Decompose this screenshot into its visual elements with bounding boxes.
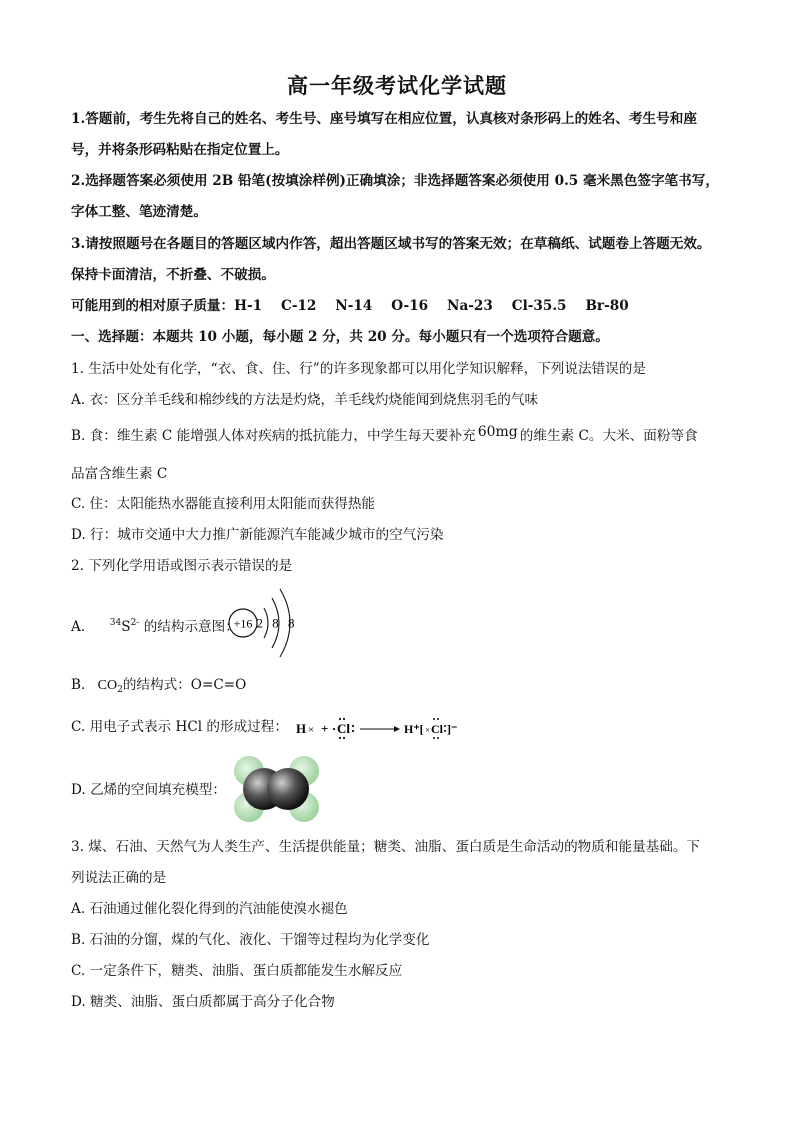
q3-option-b: B. 石油的分馏，煤的气化、液化、干馏等过程均为化学变化 xyxy=(71,932,430,948)
h-electron: × xyxy=(308,724,315,736)
plus-sign: + xyxy=(321,721,329,736)
section-heading: 一、选择题：本题共 10 小题，每小题 2 分，共 20 分。每小题只有一个选项符合题意。 xyxy=(71,329,609,345)
instruction-3a: 3.请按照题号在各题目的答题区域内作答，超出答题区域书写的答案无效；在草稿纸、试题卷上答题无效。 xyxy=(71,236,711,252)
instruction-2a: 2.选择题答案必须使用 2B 铅笔(按填涂样例)正确填涂；非选择题答案必须使用 0.5 毫米黑色签字笔书写， xyxy=(71,173,719,189)
q2-a-symbol: S xyxy=(121,619,131,635)
q2-option-b xyxy=(71,676,246,699)
instruction-1a: 1.答题前，考生先将自己的姓名、考生号、座号填写在相应位置，认真核对条形码上的姓名、考生号和座 xyxy=(71,111,697,127)
q1-b-pre: B. 食：维生素 C 能增强人体对疾病的抵抗能力，中学生每天要补充 xyxy=(71,428,476,444)
q2-a-label: A. xyxy=(71,619,86,635)
bracket-close: ]⁻ xyxy=(447,722,458,736)
q1-option-b-line2: 品富含维生素 C xyxy=(71,466,168,482)
q2-b-co: CO xyxy=(97,678,118,693)
instruction-1b: 号，并将条形码粘贴在指定位置上。 xyxy=(71,142,289,158)
q1-option-a: A. 衣：区分羊毛线和棉纱线的方法是灼烧，羊毛线灼烧能闻到烧焦羽毛的气味 xyxy=(71,392,539,408)
q3-stem-line1: 3. 煤、石油、天然气为人类生产、生活提供能量；糖类、油脂、蛋白质是生命活动的物质和能量基础。下 xyxy=(71,839,701,855)
reaction-arrow xyxy=(394,726,400,732)
sulfide-structure-diagram xyxy=(226,586,306,660)
page-title: 高一年级考试化学试题 xyxy=(287,73,507,98)
h-ion: H⁺[ xyxy=(404,722,424,736)
q2-c-label: C. xyxy=(71,719,86,735)
q3-option-d: D. 糖类、油脂、蛋白质都属于高分子化合物 xyxy=(71,994,335,1010)
q2-b-text: 的结构式：O=C=O xyxy=(122,677,247,693)
q1-option-d: D. 行：城市交通中大力推广新能源汽车能减少城市的空气污染 xyxy=(71,527,444,543)
cl-ion: Cl xyxy=(431,722,443,736)
h-atom: H xyxy=(296,721,307,736)
atomic-mass-line: 可能用到的相对原子质量：H-1 C-12 N-14 O-16 Na-23 Cl-35.5 Br-80 xyxy=(71,298,629,314)
q2-c-text: 用电子式表示 HCl 的形成过程： xyxy=(89,719,288,735)
svg-text:×: × xyxy=(425,725,431,735)
q2-b-sub: 2 xyxy=(117,685,123,695)
shell-electrons: 2 8 8 xyxy=(256,615,298,631)
carbon-atom-2 xyxy=(267,768,309,810)
q2-option-a xyxy=(71,614,239,636)
q1-stem: 1. 生活中处处有化学，“衣、食、住、行”的许多现象都可以用化学知识解释，下列说法错误的是 xyxy=(71,361,646,377)
nucleus-charge: +16 xyxy=(233,616,253,631)
cl-atom: Cl xyxy=(337,721,350,736)
instruction-3b: 保持卡面清洁，不折叠、不破损。 xyxy=(71,267,275,283)
q2-a-mass: 34 xyxy=(109,618,122,628)
q2-a-charge: 2- xyxy=(130,618,140,628)
q2-stem: 2. 下列化学用语或图示表示错误的是 xyxy=(71,558,293,574)
q3-option-a: A. 石油通过催化裂化得到的汽油能使溴水褪色 xyxy=(71,901,348,917)
q2-a-text: 的结构示意图： xyxy=(143,619,239,635)
q1-option-b-line1 xyxy=(71,424,698,445)
q2-b-label: B. xyxy=(71,677,86,693)
q1-option-c: C. 住：太阳能热水器能直接利用太阳能而获得热能 xyxy=(71,496,376,512)
instruction-2b: 字体工整、笔迹清楚。 xyxy=(71,204,207,220)
hcl-formation-diagram xyxy=(294,714,464,742)
q2-d-label: D. xyxy=(71,782,86,798)
q2-option-d xyxy=(71,781,226,799)
q3-stem-line2: 列说法正确的是 xyxy=(71,870,167,886)
q3-option-c: C. 一定条件下，糖类、油脂、蛋白质都能发生水解反应 xyxy=(71,963,403,979)
q2-option-c xyxy=(71,718,288,736)
q1-b-amount: 60mg xyxy=(477,424,518,440)
ethylene-model xyxy=(230,754,324,824)
q1-b-post: 的维生素 C。大米、面粉等食 xyxy=(519,428,698,444)
q2-d-text: 乙烯的空间填充模型： xyxy=(90,782,227,798)
